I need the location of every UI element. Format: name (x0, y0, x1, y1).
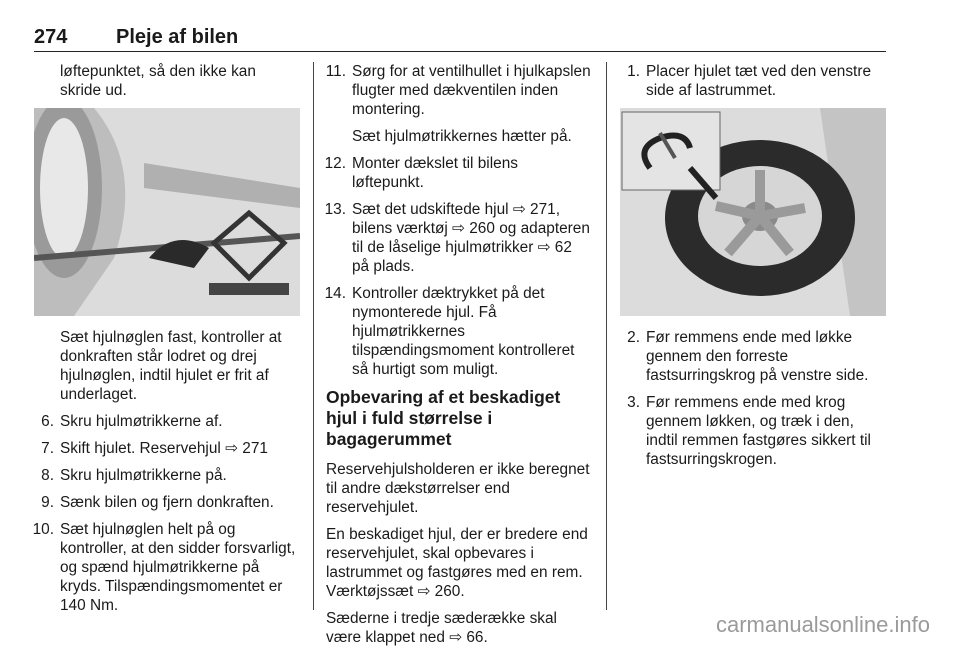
list-item: 7. Skift hjulet. Reservehjul ⇨ 271 (41, 440, 268, 457)
intro-text: løftepunktet, så den ikke kan skride ud. (60, 63, 256, 99)
section-title: Pleje af bilen (116, 26, 239, 48)
watermark: carmanualsonline.info (715, 612, 930, 637)
page-number: 274 (34, 26, 68, 48)
subheading: Opbevaring af et beskadiget hjul i fuld størrelse i bagagerummet (326, 387, 561, 449)
jack-illustration (34, 108, 300, 316)
list-item: 11. Sørg for at ventilhullet i hjulkapslen flugter med dækventilen inden montering. (325, 63, 591, 118)
spare-wheel-illustration-svg (620, 108, 886, 316)
list-item: 10. Sæt hjulnøglen helt på og kontroller, at den sidder forsvarligt, og spænd hjulmøtrikkerne på kryds. Tilspændingsmomentet er 140 Nm. (32, 521, 296, 614)
column-3 (620, 62, 886, 477)
spare-wheel-illustration (620, 108, 886, 316)
paragraph: En beskadiget hjul, der er bredere end reservehjulet, skal opbevares i lastrummet og fastgøres med en rem. Værktøjssæt ⇨ 260. (326, 526, 588, 600)
header-rule (34, 51, 886, 52)
list-item: 1. Placer hjulet tæt ved den venstre side af lastrummet. (627, 63, 871, 99)
page-header (34, 26, 886, 52)
paragraph: Reservehjulsholderen er ikke beregnet til andre dækstørrelser end reservehjulet. (326, 461, 590, 516)
column-2 (326, 62, 592, 655)
list-item: 9. Sænk bilen og fjern donkraften. (41, 494, 274, 511)
column-divider-2 (606, 62, 607, 610)
paragraph: Sæderne i tredje sæderække skal være klappet ned ⇨ 66. (326, 610, 557, 646)
list-item: 6. Skru hjulmøtrikkerne af. (41, 413, 223, 430)
list-item: 2. Før remmens ende med løkke gennem den forreste fastsurringskrog på venstre side. (627, 329, 869, 384)
column-1 (34, 62, 300, 623)
list-item: 3. Før remmens ende med krog gennem løkken, og træk i den, indtil remmen fastgøres sikkert til fastsurringskrogen. (627, 394, 871, 468)
list-item: 14. Kontroller dæktrykket på det nymonterede hjul. Få hjulmøtrikkernes tilspændingsmoment kontrolleret så hurtigt som muligt. (324, 285, 575, 378)
list-item: 8. Skru hjulmøtrikkerne på. (41, 467, 227, 484)
column-divider-1 (313, 62, 314, 610)
jack-illustration-svg (34, 108, 300, 316)
list-item: 13. Sæt det udskiftede hjul ⇨ 271, bilens værktøj ⇨ 260 og adapteren til de låselige hjulmøtrikker ⇨ 62 på plads. (324, 201, 590, 275)
step-note: Sæt hjulmøtrikkernes hætter på. (352, 128, 572, 145)
figure-caption: Sæt hjulnøglen fast, kontroller at donkraften står lodret og drej hjulnøglen, indtil hjulet er frit af underlaget. (60, 329, 282, 403)
list-item: 12. Monter dækslet til bilens løftepunkt. (324, 155, 518, 191)
